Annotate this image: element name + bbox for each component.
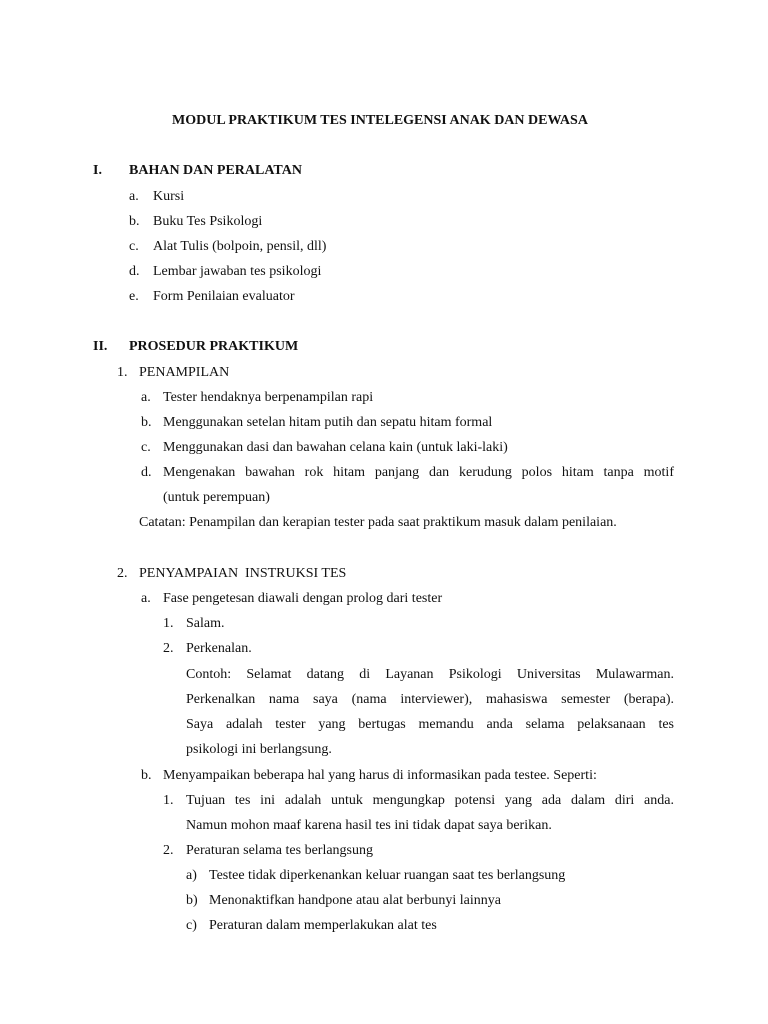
list-item: Lembar jawaban tes psikologi (153, 264, 322, 279)
list-marker: c. (129, 239, 139, 254)
list-marker: a. (141, 591, 151, 606)
list-marker: a. (141, 390, 151, 405)
sub-list-marker: 1. (163, 616, 174, 631)
note: Catatan: Penampilan dan kerapian tester pada saat praktikum masuk dalam penilaian. (139, 515, 617, 530)
list-marker: b. (141, 768, 152, 783)
document-title: MODUL PRAKTIKUM TES INTELEGENSI ANAK DAN DEWASA (172, 113, 588, 128)
list-marker: a. (129, 189, 139, 204)
list-marker: b. (129, 214, 140, 229)
example-line: psikologi ini berlangsung. (186, 742, 332, 757)
sub-list-item: Perkenalan. (186, 641, 252, 656)
example-line: Saya adalah tester yang bertugas memandu anda selama pelaksanaan tes (186, 717, 674, 732)
list-item: Menggunakan setelan hitam putih dan sepatu hitam formal (163, 415, 493, 430)
section-2-heading: PROSEDUR PRAKTIKUM (129, 339, 299, 354)
sub-list-marker: 2. (163, 843, 174, 858)
rule-marker: b) (186, 893, 198, 908)
list-marker: c. (141, 440, 151, 455)
example-line: Contoh: Selamat datang di Layanan Psikologi Universitas Mulawarman. (186, 667, 674, 682)
section-1-heading: BAHAN DAN PERALATAN (129, 163, 302, 178)
list-item-continuation: (untuk perempuan) (163, 490, 270, 505)
list-item: Form Penilaian evaluator (153, 289, 295, 304)
list-item: Kursi (153, 189, 185, 204)
list-item: Mengenakan bawahan rok hitam panjang dan kerudung polos hitam tanpa motif (163, 465, 674, 480)
sub-list-marker: 1. (163, 793, 174, 808)
example-line: Perkenalkan nama saya (nama interviewer), mahasiswa semester (berapa). (186, 692, 674, 707)
rule-item: Menonaktifkan handpone atau alat berbunyi lainnya (209, 893, 501, 908)
sub-list-item: Peraturan selama tes berlangsung (186, 843, 373, 858)
list-marker: e. (129, 289, 139, 304)
sub-list-item: Tujuan tes ini adalah untuk mengungkap potensi yang ada dalam diri anda. (186, 793, 674, 808)
list-item: Fase pengetesan diawali dengan prolog dari tester (163, 591, 443, 606)
list-item: Menggunakan dasi dan bawahan celana kain (untuk laki-laki) (163, 440, 508, 455)
rule-marker: c) (186, 918, 197, 933)
subsection-heading: PENYAMPAIAN INSTRUKSI TES (139, 566, 347, 581)
list-marker: b. (141, 415, 152, 430)
rule-marker: a) (186, 868, 197, 883)
sub-list-marker: 2. (163, 641, 174, 656)
list-marker: d. (141, 465, 152, 480)
list-item: Alat Tulis (bolpoin, pensil, dll) (153, 239, 327, 254)
subsection-heading: PENAMPILAN (139, 365, 230, 380)
rule-item: Testee tidak diperkenankan keluar ruangan saat tes berlangsung (209, 868, 566, 883)
list-marker: d. (129, 264, 140, 279)
section-2-number: II. (93, 339, 108, 354)
sub-list-item-continuation: Namun mohon maaf karena hasil tes ini tidak dapat saya berikan. (186, 818, 552, 833)
sub-list-item: Salam. (186, 616, 225, 631)
subsection-number: 1. (117, 365, 128, 380)
section-1-number: I. (93, 163, 102, 178)
rule-item: Peraturan dalam memperlakukan alat tes (209, 918, 437, 933)
list-item: Buku Tes Psikologi (153, 214, 263, 229)
list-item: Menyampaikan beberapa hal yang harus di informasikan pada testee. Seperti: (163, 768, 597, 783)
list-item: Tester hendaknya berpenampilan rapi (163, 390, 374, 405)
subsection-number: 2. (117, 566, 128, 581)
